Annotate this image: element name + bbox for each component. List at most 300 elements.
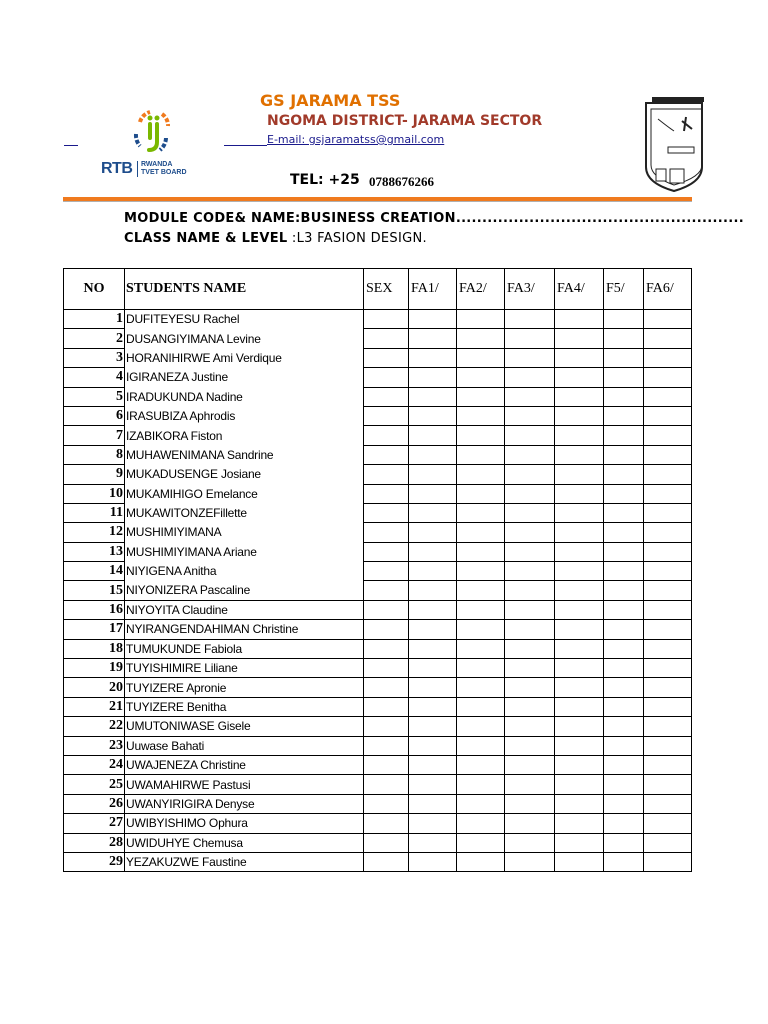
grade-cell-fa6[interactable] — [644, 736, 692, 755]
grade-cell-fa4[interactable] — [555, 775, 604, 794]
grade-cell-fa4[interactable] — [555, 406, 604, 425]
grade-cell-sex[interactable] — [364, 329, 409, 348]
grade-cell-fa3[interactable] — [505, 814, 555, 833]
grade-cell-fa3[interactable] — [505, 755, 555, 774]
grade-cell-fa3[interactable] — [505, 736, 555, 755]
grade-cell-fa3[interactable] — [505, 639, 555, 658]
table-row — [64, 775, 692, 794]
grade-cell-fa4[interactable] — [555, 678, 604, 697]
grade-cell-fa2[interactable] — [457, 600, 505, 619]
grade-cell-sex[interactable] — [364, 600, 409, 619]
grade-cell-fa3[interactable] — [505, 445, 555, 464]
grade-cell-sex[interactable] — [364, 852, 409, 871]
grade-cell-fa1[interactable] — [409, 503, 457, 522]
grade-cell-f5[interactable] — [604, 542, 644, 561]
grade-cell-fa1[interactable] — [409, 406, 457, 425]
class-label: CLASS NAME & LEVEL — [124, 231, 288, 246]
student-name: UWAMAHIRWE Pastusi — [125, 775, 364, 794]
grade-cell-fa3[interactable] — [505, 659, 555, 678]
grade-cell-fa3[interactable] — [505, 620, 555, 639]
student-name: NIYOYITA Claudine — [125, 600, 364, 619]
grade-cell-fa3[interactable] — [505, 852, 555, 871]
grade-cell-f5[interactable] — [604, 484, 644, 503]
header-sex: SEX — [364, 269, 409, 310]
row-number: 12 — [64, 523, 125, 542]
student-name: MUKADUSENGE Josiane — [125, 465, 364, 484]
grade-cell-sex[interactable] — [364, 697, 409, 716]
grade-cell-fa6[interactable] — [644, 697, 692, 716]
grade-cell-fa6[interactable] — [644, 794, 692, 813]
grade-cell-fa2[interactable] — [457, 426, 505, 445]
grade-cell-fa6[interactable] — [644, 833, 692, 852]
rtb-logo-divider — [137, 161, 138, 177]
grade-cell-sex[interactable] — [364, 794, 409, 813]
grade-cell-f5[interactable] — [604, 852, 644, 871]
grade-cell-fa6[interactable] — [644, 368, 692, 387]
row-number: 5 — [64, 387, 125, 406]
grade-cell-fa3[interactable] — [505, 794, 555, 813]
grade-cell-sex[interactable] — [364, 755, 409, 774]
grade-cell-fa2[interactable] — [457, 620, 505, 639]
grade-cell-fa6[interactable] — [644, 620, 692, 639]
grade-cell-sex[interactable] — [364, 484, 409, 503]
school-seal — [644, 97, 704, 193]
grade-cell-fa2[interactable] — [457, 368, 505, 387]
grade-cell-fa6[interactable] — [644, 523, 692, 542]
grade-cell-fa6[interactable] — [644, 542, 692, 561]
grade-cell-f5[interactable] — [604, 639, 644, 658]
grade-cell-fa4[interactable] — [555, 368, 604, 387]
grade-cell-fa1[interactable] — [409, 794, 457, 813]
header-students-name: STUDENTS NAME — [125, 269, 364, 310]
table-row — [64, 833, 692, 852]
row-number: 4 — [64, 368, 125, 387]
class-value: :L3 FASION DESIGN. — [287, 231, 427, 246]
grade-cell-sex[interactable] — [364, 562, 409, 581]
grade-cell-fa1[interactable] — [409, 736, 457, 755]
row-number: 21 — [64, 697, 125, 716]
header-fa3: FA3/ — [505, 269, 555, 310]
grade-cell-fa2[interactable] — [457, 678, 505, 697]
grade-cell-f5[interactable] — [604, 465, 644, 484]
grade-cell-fa6[interactable] — [644, 329, 692, 348]
grade-cell-fa6[interactable] — [644, 310, 692, 329]
grade-cell-sex[interactable] — [364, 465, 409, 484]
grade-cell-fa3[interactable] — [505, 406, 555, 425]
grade-cell-fa3[interactable] — [505, 368, 555, 387]
grade-cell-fa2[interactable] — [457, 717, 505, 736]
district-name: NGOMA DISTRICT- JARAMA SECTOR — [267, 113, 543, 129]
grade-cell-fa4[interactable] — [555, 445, 604, 464]
grade-cell-fa2[interactable] — [457, 406, 505, 425]
row-number: 1 — [64, 310, 125, 329]
grade-cell-fa2[interactable] — [457, 814, 505, 833]
student-name: UWAJENEZA Christine — [125, 755, 364, 774]
grade-cell-f5[interactable] — [604, 833, 644, 852]
row-number: 25 — [64, 775, 125, 794]
grade-cell-f5[interactable] — [604, 620, 644, 639]
table-row — [64, 794, 692, 813]
grade-cell-fa4[interactable] — [555, 659, 604, 678]
student-name: TUYIZERE Benitha — [125, 697, 364, 716]
row-number: 6 — [64, 406, 125, 425]
grade-cell-fa6[interactable] — [644, 717, 692, 736]
table-row — [64, 310, 692, 329]
grade-cell-fa1[interactable] — [409, 639, 457, 658]
student-name: UWIBYISHIMO Ophura — [125, 814, 364, 833]
grade-cell-fa1[interactable] — [409, 484, 457, 503]
grade-cell-fa6[interactable] — [644, 503, 692, 522]
grade-cell-fa1[interactable] — [409, 465, 457, 484]
rtb-logo-icon — [132, 108, 172, 160]
grade-cell-sex[interactable] — [364, 310, 409, 329]
grade-cell-fa2[interactable] — [457, 329, 505, 348]
grade-cell-f5[interactable] — [604, 697, 644, 716]
grade-cell-fa6[interactable] — [644, 852, 692, 871]
student-name: UMUTONIWASE Gisele — [125, 717, 364, 736]
grade-cell-sex[interactable] — [364, 717, 409, 736]
table-header-row — [64, 269, 692, 310]
grade-cell-fa2[interactable] — [457, 852, 505, 871]
grade-cell-sex[interactable] — [364, 426, 409, 445]
grade-cell-fa6[interactable] — [644, 465, 692, 484]
grade-cell-fa1[interactable] — [409, 523, 457, 542]
grade-cell-fa1[interactable] — [409, 755, 457, 774]
row-number: 9 — [64, 465, 125, 484]
grade-cell-fa3[interactable] — [505, 465, 555, 484]
grade-cell-fa3[interactable] — [505, 833, 555, 852]
row-number: 14 — [64, 562, 125, 581]
grade-cell-fa4[interactable] — [555, 562, 604, 581]
grade-cell-f5[interactable] — [604, 736, 644, 755]
grade-cell-fa2[interactable] — [457, 465, 505, 484]
grade-cell-fa4[interactable] — [555, 620, 604, 639]
grade-cell-fa2[interactable] — [457, 833, 505, 852]
tel-label: TEL: +25 — [290, 172, 360, 188]
student-name: MUKAWITONZEFillette — [125, 503, 364, 522]
grade-cell-fa1[interactable] — [409, 368, 457, 387]
grade-cell-fa6[interactable] — [644, 775, 692, 794]
module-line — [124, 211, 744, 226]
grade-cell-sex[interactable] — [364, 581, 409, 600]
grade-cell-fa4[interactable] — [555, 523, 604, 542]
grade-cell-f5[interactable] — [604, 426, 644, 445]
grade-cell-fa6[interactable] — [644, 659, 692, 678]
grade-cell-fa4[interactable] — [555, 814, 604, 833]
student-name: IGIRANEZA Justine — [125, 368, 364, 387]
grade-cell-f5[interactable] — [604, 755, 644, 774]
grade-cell-sex[interactable] — [364, 678, 409, 697]
grade-cell-f5[interactable] — [604, 678, 644, 697]
grade-cell-fa2[interactable] — [457, 310, 505, 329]
rtb-logo-subtitle — [141, 161, 187, 177]
student-name: NYIRANGENDAHIMAN Christine — [125, 620, 364, 639]
header-fa4: FA4/ — [555, 269, 604, 310]
grade-cell-f5[interactable] — [604, 329, 644, 348]
grade-cell-fa4[interactable] — [555, 329, 604, 348]
row-number: 17 — [64, 620, 125, 639]
grade-cell-sex[interactable] — [364, 348, 409, 367]
row-number: 11 — [64, 503, 125, 522]
grade-cell-fa6[interactable] — [644, 562, 692, 581]
grade-cell-sex[interactable] — [364, 387, 409, 406]
grade-cell-fa4[interactable] — [555, 503, 604, 522]
grade-cell-f5[interactable] — [604, 775, 644, 794]
student-name: DUFITEYESU Rachel — [125, 310, 364, 329]
grade-cell-f5[interactable] — [604, 503, 644, 522]
table-row — [64, 465, 692, 484]
grade-cell-fa6[interactable] — [644, 484, 692, 503]
grade-cell-fa4[interactable] — [555, 484, 604, 503]
grade-cell-f5[interactable] — [604, 600, 644, 619]
grade-cell-fa4[interactable] — [555, 387, 604, 406]
class-line — [124, 231, 427, 246]
grade-cell-fa4[interactable] — [555, 755, 604, 774]
grade-cell-fa2[interactable] — [457, 794, 505, 813]
school-name: GS JARAMA TSS — [260, 91, 401, 110]
grade-cell-fa1[interactable] — [409, 620, 457, 639]
table-row — [64, 736, 692, 755]
grade-cell-f5[interactable] — [604, 310, 644, 329]
grade-cell-fa3[interactable] — [505, 581, 555, 600]
grade-cell-fa2[interactable] — [457, 542, 505, 561]
grade-cell-f5[interactable] — [604, 406, 644, 425]
grade-cell-sex[interactable] — [364, 406, 409, 425]
grade-cell-fa1[interactable] — [409, 445, 457, 464]
header-f5: F5/ — [604, 269, 644, 310]
student-name: UWIDUHYE Chemusa — [125, 833, 364, 852]
grade-cell-fa1[interactable] — [409, 562, 457, 581]
grade-cell-fa6[interactable] — [644, 581, 692, 600]
grade-cell-fa4[interactable] — [555, 426, 604, 445]
grade-cell-fa3[interactable] — [505, 426, 555, 445]
grade-cell-fa4[interactable] — [555, 717, 604, 736]
student-name: NIYONIZERA Pascaline — [125, 581, 364, 600]
grade-cell-fa3[interactable] — [505, 503, 555, 522]
grade-cell-fa1[interactable] — [409, 717, 457, 736]
table-row — [64, 503, 692, 522]
row-number: 3 — [64, 348, 125, 367]
grade-cell-f5[interactable] — [604, 348, 644, 367]
grade-cell-fa2[interactable] — [457, 639, 505, 658]
grade-cell-fa3[interactable] — [505, 562, 555, 581]
table-row — [64, 387, 692, 406]
grade-cell-f5[interactable] — [604, 659, 644, 678]
grade-cell-fa2[interactable] — [457, 736, 505, 755]
table-row — [64, 426, 692, 445]
table-row — [64, 445, 692, 464]
row-number: 26 — [64, 794, 125, 813]
student-name: DUSANGIYIMANA Levine — [125, 329, 364, 348]
row-number: 7 — [64, 426, 125, 445]
grade-cell-f5[interactable] — [604, 717, 644, 736]
grade-cell-fa1[interactable] — [409, 310, 457, 329]
table-row — [64, 348, 692, 367]
grade-cell-fa6[interactable] — [644, 445, 692, 464]
grade-cell-fa1[interactable] — [409, 348, 457, 367]
row-number: 29 — [64, 852, 125, 871]
grade-cell-fa6[interactable] — [644, 387, 692, 406]
table-row — [64, 717, 692, 736]
grade-cell-fa1[interactable] — [409, 659, 457, 678]
grade-cell-fa3[interactable] — [505, 329, 555, 348]
row-number: 28 — [64, 833, 125, 852]
grade-cell-fa4[interactable] — [555, 852, 604, 871]
grade-cell-fa4[interactable] — [555, 833, 604, 852]
students-table — [63, 268, 692, 872]
grade-cell-fa2[interactable] — [457, 659, 505, 678]
table-row — [64, 659, 692, 678]
grade-cell-fa1[interactable] — [409, 814, 457, 833]
grade-cell-sex[interactable] — [364, 775, 409, 794]
grade-cell-sex[interactable] — [364, 523, 409, 542]
grade-cell-fa1[interactable] — [409, 852, 457, 871]
grade-cell-fa1[interactable] — [409, 775, 457, 794]
grade-cell-fa2[interactable] — [457, 387, 505, 406]
grade-cell-fa3[interactable] — [505, 484, 555, 503]
grade-cell-sex[interactable] — [364, 445, 409, 464]
table-row — [64, 755, 692, 774]
grade-cell-fa1[interactable] — [409, 833, 457, 852]
grade-cell-f5[interactable] — [604, 814, 644, 833]
grade-cell-fa6[interactable] — [644, 348, 692, 367]
grade-cell-fa4[interactable] — [555, 465, 604, 484]
header-fa6: FA6/ — [644, 269, 692, 310]
table-row — [64, 562, 692, 581]
grade-cell-f5[interactable] — [604, 368, 644, 387]
row-number: 8 — [64, 445, 125, 464]
row-number: 18 — [64, 639, 125, 658]
grade-cell-fa2[interactable] — [457, 562, 505, 581]
grade-cell-fa3[interactable] — [505, 775, 555, 794]
grade-cell-sex[interactable] — [364, 503, 409, 522]
grade-cell-f5[interactable] — [604, 562, 644, 581]
row-number: 22 — [64, 717, 125, 736]
module-label: MODULE CODE& NAME: — [124, 211, 301, 226]
grade-cell-fa2[interactable] — [457, 775, 505, 794]
grade-cell-fa1[interactable] — [409, 581, 457, 600]
grade-cell-sex[interactable] — [364, 814, 409, 833]
grade-cell-fa1[interactable] — [409, 697, 457, 716]
grade-cell-f5[interactable] — [604, 445, 644, 464]
grade-cell-sex[interactable] — [364, 659, 409, 678]
header-divider — [63, 201, 692, 202]
table-row — [64, 814, 692, 833]
grade-cell-sex[interactable] — [364, 639, 409, 658]
grade-cell-fa4[interactable] — [555, 310, 604, 329]
grade-cell-fa4[interactable] — [555, 600, 604, 619]
grade-cell-fa2[interactable] — [457, 503, 505, 522]
student-name: NIYIGENA Anitha — [125, 562, 364, 581]
grade-cell-fa6[interactable] — [644, 814, 692, 833]
table-row — [64, 523, 692, 542]
grade-cell-fa3[interactable] — [505, 387, 555, 406]
grade-cell-fa6[interactable] — [644, 755, 692, 774]
student-name: IRADUKUNDA Nadine — [125, 387, 364, 406]
grade-cell-fa6[interactable] — [644, 678, 692, 697]
grade-cell-fa2[interactable] — [457, 523, 505, 542]
grade-cell-fa2[interactable] — [457, 697, 505, 716]
grade-cell-f5[interactable] — [604, 387, 644, 406]
grade-cell-fa3[interactable] — [505, 717, 555, 736]
grade-cell-fa2[interactable] — [457, 348, 505, 367]
grade-cell-fa1[interactable] — [409, 387, 457, 406]
table-row — [64, 852, 692, 871]
grade-cell-fa6[interactable] — [644, 406, 692, 425]
grade-cell-fa4[interactable] — [555, 794, 604, 813]
grade-cell-fa1[interactable] — [409, 600, 457, 619]
grade-cell-fa3[interactable] — [505, 697, 555, 716]
grade-cell-fa4[interactable] — [555, 542, 604, 561]
grade-cell-fa3[interactable] — [505, 523, 555, 542]
grade-cell-fa6[interactable] — [644, 639, 692, 658]
student-name: IRASUBIZA Aphrodis — [125, 406, 364, 425]
grade-cell-fa1[interactable] — [409, 329, 457, 348]
grade-cell-sex[interactable] — [364, 620, 409, 639]
grade-cell-fa3[interactable] — [505, 678, 555, 697]
grade-cell-f5[interactable] — [604, 581, 644, 600]
grade-cell-fa1[interactable] — [409, 542, 457, 561]
grade-cell-sex[interactable] — [364, 368, 409, 387]
grade-cell-fa2[interactable] — [457, 445, 505, 464]
grade-cell-fa4[interactable] — [555, 348, 604, 367]
header-fa2: FA2/ — [457, 269, 505, 310]
grade-cell-fa6[interactable] — [644, 426, 692, 445]
grade-cell-f5[interactable] — [604, 794, 644, 813]
rtb-logo-subtitle-line2: TVET BOARD — [141, 169, 187, 176]
grade-cell-fa3[interactable] — [505, 348, 555, 367]
header-underline-left — [64, 145, 78, 146]
row-number: 20 — [64, 678, 125, 697]
grade-cell-fa2[interactable] — [457, 581, 505, 600]
student-name: HORANIHIRWE Ami Verdique — [125, 348, 364, 367]
grade-cell-f5[interactable] — [604, 523, 644, 542]
rtb-logo-subtitle-line1: RWANDA — [141, 161, 173, 168]
student-name: MUHAWENIMANA Sandrine — [125, 445, 364, 464]
grade-cell-fa2[interactable] — [457, 755, 505, 774]
grade-cell-sex[interactable] — [364, 833, 409, 852]
grade-cell-fa4[interactable] — [555, 581, 604, 600]
row-number: 23 — [64, 736, 125, 755]
student-name: IZABIKORA Fiston — [125, 426, 364, 445]
header-underline-mid — [224, 145, 267, 146]
grade-cell-fa3[interactable] — [505, 542, 555, 561]
student-name: MUKAMIHIGO Emelance — [125, 484, 364, 503]
grade-cell-fa1[interactable] — [409, 678, 457, 697]
table-row — [64, 484, 692, 503]
row-number: 15 — [64, 581, 125, 600]
table-row — [64, 329, 692, 348]
grade-cell-fa3[interactable] — [505, 310, 555, 329]
grade-cell-fa4[interactable] — [555, 736, 604, 755]
grade-cell-fa2[interactable] — [457, 484, 505, 503]
grade-cell-fa1[interactable] — [409, 426, 457, 445]
grade-cell-fa6[interactable] — [644, 600, 692, 619]
grade-cell-sex[interactable] — [364, 542, 409, 561]
row-number: 10 — [64, 484, 125, 503]
row-number: 13 — [64, 542, 125, 561]
row-number: 27 — [64, 814, 125, 833]
grade-cell-fa4[interactable] — [555, 697, 604, 716]
student-name: TUYISHIMIRE Liliane — [125, 659, 364, 678]
grade-cell-sex[interactable] — [364, 736, 409, 755]
grade-cell-fa3[interactable] — [505, 600, 555, 619]
row-number: 2 — [64, 329, 125, 348]
module-value: BUSINESS CREATION....................................................... — [300, 211, 744, 226]
grade-cell-fa4[interactable] — [555, 639, 604, 658]
row-number: 19 — [64, 659, 125, 678]
email-link[interactable]: E-mail: gsjaramatss@gmail.com — [267, 133, 445, 146]
